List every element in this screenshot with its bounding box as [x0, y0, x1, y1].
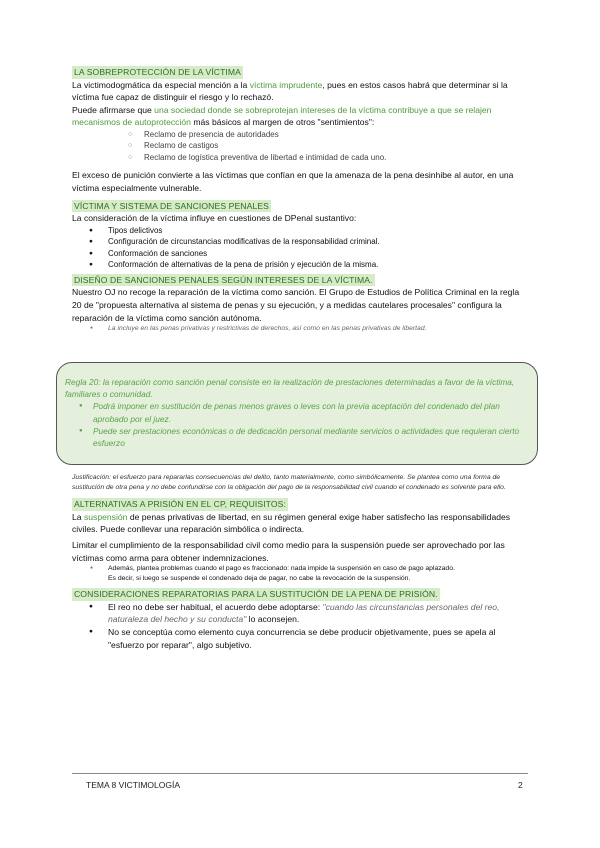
footer-divider — [72, 773, 528, 774]
list-item: ● Puede ser prestaciones económicas o de dedicación personal mediante servicios o actividades que requieran cierto esfuerzo — [65, 425, 529, 449]
list-item: ● Configuración de circunstancias modificativas de la responsabilidad criminal. — [72, 236, 528, 248]
note-list — [72, 324, 528, 334]
highlight-text: suspensión — [83, 511, 128, 522]
section-heading-alternativas: ALTERNATIVAS A PRISIÓN EN EL CP, REQUISITOS: — [74, 499, 286, 510]
paragraph — [72, 104, 528, 129]
highlight-text: víctima imprudente — [249, 79, 323, 90]
list-item — [72, 601, 528, 626]
page-content — [72, 66, 528, 334]
paragraph — [72, 79, 528, 104]
paragraph: Limitar el cumplimiento de la responsabilidad civil como medio para la suspensión puede ser aprovechado por las víctimas como arma para obtener indemnizaciones. — [72, 539, 505, 563]
regla-20-text: Regla 20: la reparación como sanción penal consiste en la realización de prestaciones determinadas a favor de la víctima, familiares o comunidad. — [65, 377, 515, 400]
list-item: ● Podrá imponer en sustitución de penas menos graves o leves con la previa aceptación del condenado del plan aprobado por el juez. — [65, 400, 529, 424]
note-list — [72, 564, 528, 583]
list-item: ○ Reclamo de presencia de autoridades — [72, 129, 528, 141]
list-item: ● Conformación de sanciones — [72, 248, 528, 260]
paragraph: La consideración de la víctima influye en cuestiones de DPenal sustantivo: — [72, 213, 357, 224]
list-item: ● La incluye en las penas privativas y restrictivas de derechos, así como en las penas privativas de libertad. — [72, 324, 528, 334]
section-heading-consideraciones: CONSIDERACIONES REPARATORIAS PARA LA SUSTITUCIÓN DE LA PENA DE PRISIÓN. — [74, 589, 438, 600]
list-item: ● No se conceptúa como elemento cuya concurrencia se debe producir objetivamente, pues se apela al "esfuerzo por reparar", algo subjetivo. — [72, 626, 528, 651]
list-item — [72, 564, 528, 583]
text: Puede afirmarse que — [72, 104, 155, 115]
paragraph: El exceso de punición convierte a las víctimas que confían en que la amenaza de la pena desinhibe al autor, en una víctima especialmente vulnerable. — [72, 170, 514, 194]
section-heading-sanciones: VÍCTIMA Y SISTEMA DE SANCIONES PENALES — [74, 200, 269, 211]
text: de penas privativas de libertad, en su régimen general exige haber satisfecho las responsabilidades civiles. Puede conllevar una reparación simbólica o indirecta. — [72, 511, 511, 535]
list-item: ● Conformación de alternativas de la pena de prisión y ejecución de la misma. — [72, 259, 528, 271]
text: , pues en estos casos habrá que determinar si la víctima fue capaz de distinguir el riesgo y lo rechazó. — [72, 79, 508, 103]
paragraph: Nuestro OJ no recoge la reparación de la víctima como sanción. El Grupo de Estudios de Política Criminal en la regla 20 de "propuesta alternativa al sistema de penas y su ejecución, y a medidas cautelares procesales" configura la reparación de la víctima como sanción autónoma. — [72, 287, 520, 323]
list-item: ○ Reclamo de logística preventiva de libertad e intimidad de cada uno. — [72, 152, 528, 164]
text: El reo no debe ser habitual, el acuerdo debe adoptarse: — [108, 601, 323, 612]
quote-text: "cuando las circunstancias personales del reo, naturaleza del hecho y su conducta" — [108, 601, 500, 625]
highlight-text: una sociedad donde se sobreprotejan intereses de la víctima contribuye a que se relajen mecanismos de autoprotección — [72, 104, 492, 128]
paragraph — [72, 511, 528, 536]
text: más básicos al margen de otros "sentimientos": — [190, 117, 375, 128]
section-heading-diseno: DISEÑO DE SANCIONES PENALES SEGÚN INTERESES DE LA VÍCTIMA. — [74, 274, 373, 285]
regla-20-callout — [56, 362, 538, 465]
note-line: Es decir, si luego se suspende el condenado deja de pagar, no cabe la revocación de la suspensión. — [108, 574, 411, 582]
page-number: 2 — [518, 780, 523, 790]
text: La victimodogmática da especial mención a la — [72, 79, 250, 90]
reclamos-list — [72, 129, 528, 164]
text: La — [72, 511, 84, 522]
page-content-lower — [72, 473, 528, 651]
text: lo aconsejen. — [246, 614, 300, 625]
justificacion-text: Justificación: el esfuerzo para repararlas consecuencias del delito, tanto materialmente, como simbólicamente. Se plantea como una forma de sustitución de otra pena y no debe confundirse con la obligación del pago de la responsabilidad civil cuando el condenado es solvente para ello. — [72, 474, 506, 491]
list-item: ● Tipos delictivos — [72, 225, 528, 237]
note-line: Además, plantea problemas cuando el pago es fraccionado: nada impide la suspensión en caso de pago aplazado. — [108, 565, 455, 573]
section-heading-sobreproteccion: LA SOBREPROTECCIÓN DE LA VÍCTIMA — [74, 67, 241, 77]
cuestiones-list — [72, 225, 528, 271]
footer-title: TEMA 8 VICTIMOLOGÍA — [86, 780, 180, 790]
regla-20-list — [65, 400, 529, 449]
consideraciones-list — [72, 601, 528, 651]
list-item: ○ Reclamo de castigos — [72, 140, 528, 152]
